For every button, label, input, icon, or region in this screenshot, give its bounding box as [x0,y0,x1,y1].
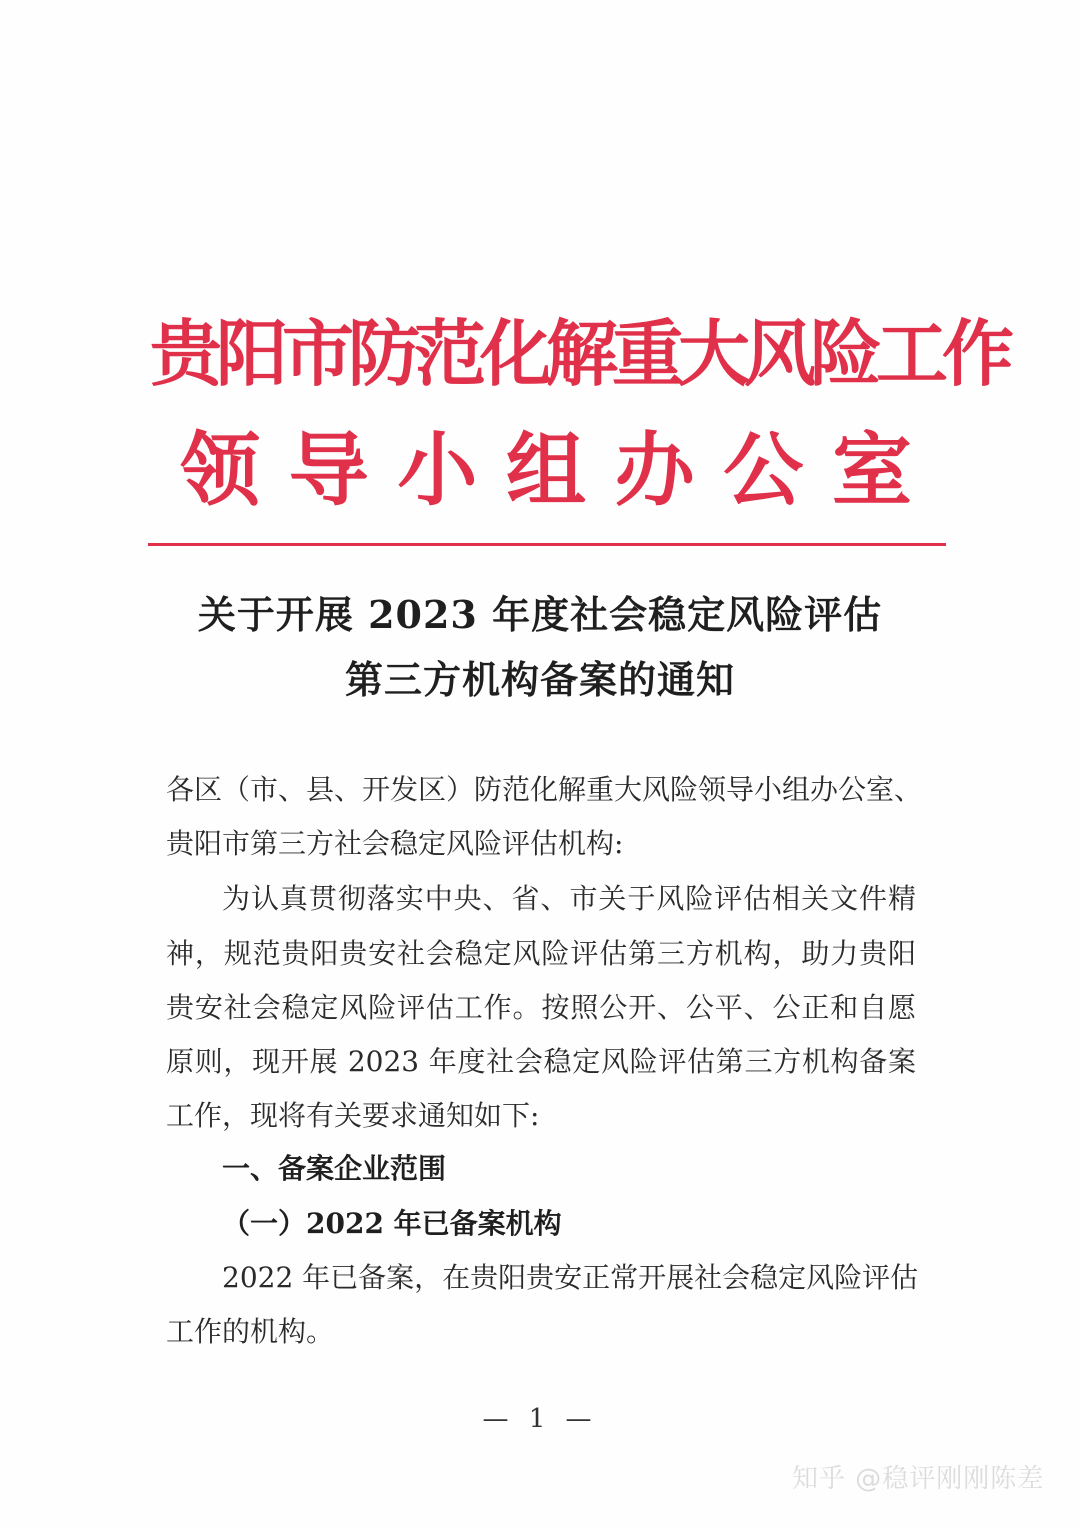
paragraph-line: 贵安社会稳定风险评估工作。按照公开、公平、公正和自愿 [166,991,916,1024]
paragraph-line: 原则，现开展 2023 年度社会稳定风险评估第三方机构备案 [166,1045,916,1078]
issuer-header-char: 办 [614,423,695,517]
paragraph-line: 2022 年已备案，在贵阳贵安正常开展社会稳定风险评估 [222,1261,919,1294]
paragraph-line: 神，规范贵阳贵安社会稳定风险评估第三方机构，助力贵阳 [166,937,916,970]
issuer-header-char: 室 [831,423,912,517]
paragraph-line: 为认真贯彻落实中央、省、市关于风险评估相关文件精 [222,882,916,915]
issuer-header-char: 组 [505,423,586,517]
issuer-header-char: 公 [723,423,804,517]
page-number: — 1 — [482,1404,598,1434]
red-divider-line [148,543,946,546]
notice-title-line-2: 第三方机构备案的通知 [344,657,735,702]
issuer-header-char: 小 [397,423,478,517]
issuer-header-char: 领 [180,423,260,517]
paragraph-line: 工作的机构。 [166,1315,335,1348]
watermark: 知乎 @稳评刚刚陈差 [792,1464,1045,1494]
section-heading: 一、备案企业范围 [222,1152,447,1185]
subsection-heading: （一）2022 年已备案机构 [222,1207,562,1240]
recipient-line-1: 各区（市、县、开发区）防范化解重大风险领导小组办公室、 [166,773,923,806]
paragraph-line: 工作，现将有关要求通知如下: [166,1099,540,1132]
notice-title-line-1: 关于开展 2023 年度社会稳定风险评估 [197,592,883,637]
issuer-header-line-2 [150,423,940,517]
issuer-header-char: 导 [288,423,369,517]
issuer-header-line-1: 贵阳市防范化解重大风险工作 [150,311,1009,396]
recipient-line-2: 贵阳市第三方社会稳定风险评估机构: [166,827,624,860]
